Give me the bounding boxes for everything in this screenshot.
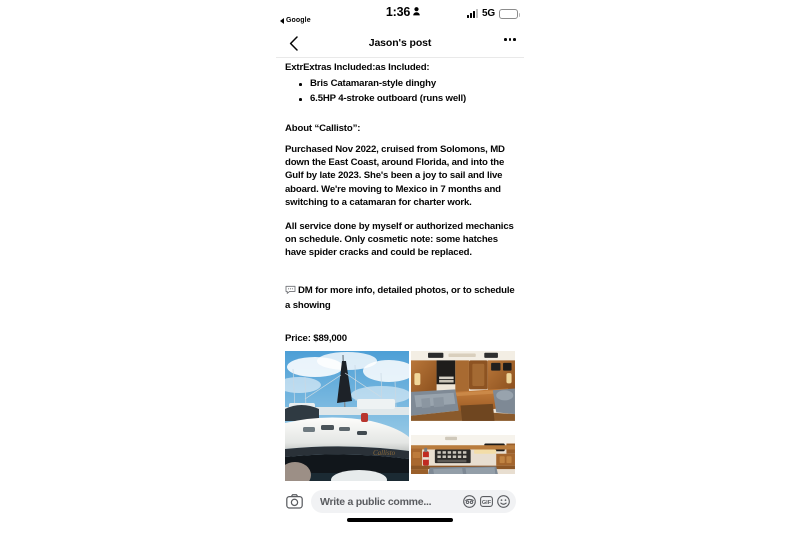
emoji-smiley-icon (497, 495, 510, 508)
return-app-label: Google (286, 17, 311, 24)
list-item: Bris Catamaran-style dinghy (310, 76, 515, 92)
gif-icon (480, 495, 493, 508)
page-title: Jason's post (368, 37, 432, 49)
dm-call-to-action (285, 284, 515, 312)
about-heading: About “Callisto”: (285, 122, 361, 134)
clock-label: 1:36 (385, 5, 411, 19)
speech-balloon-emoji (285, 285, 296, 299)
composer-icons (463, 495, 510, 508)
boat-salon-interior-photo[interactable] (411, 351, 515, 433)
extras-list (285, 76, 515, 107)
sticker-button[interactable] (463, 495, 476, 508)
boat-nav-station-photo[interactable] (411, 435, 515, 481)
comment-input[interactable] (311, 490, 516, 513)
cellular-signal-icon (467, 9, 478, 18)
about-paragraph: Purchased Nov 2022, cruised from Solomons, MD down the East Coast, around Florida, and into the Gulf by late 2023. She's been a joy to sail and live aboard. We're moving to Mexico in 7 months and switching to a catamaran for charter work. (285, 144, 505, 208)
post-body (276, 61, 524, 481)
home-indicator (347, 518, 453, 522)
emoji-button[interactable] (497, 495, 510, 508)
comment-placeholder: Write a public comme... (320, 495, 432, 508)
battery-icon (499, 9, 518, 19)
camera-icon (286, 494, 303, 509)
overflow-menu-icon[interactable] (504, 38, 516, 41)
photo-grid (285, 351, 515, 481)
gif-button[interactable] (480, 495, 493, 508)
phone-viewport (276, 0, 524, 534)
svg-text:GIF: GIF (481, 500, 492, 507)
comment-composer (276, 482, 524, 534)
sailboat-exterior-at-dock-photo[interactable] (285, 351, 409, 481)
sticker-icon (463, 495, 476, 508)
svg-text:Callisto: Callisto (373, 448, 396, 457)
service-paragraph: All service done by myself or authorized mechanics on schedule. Only cosmetic note: some hatches have spider cracks and could be replaced. (285, 220, 514, 259)
price-label: Price: $89,000 (285, 332, 347, 344)
location-arrow-icon (413, 5, 420, 19)
status-indicators (467, 8, 518, 19)
photo-right-column (411, 351, 515, 481)
dm-text: DM for more info, detailed photos, or to schedule a showing (285, 284, 515, 311)
extras-heading: ExtrExtras Included:as Included: (285, 62, 430, 73)
network-type-label: 5G (482, 8, 495, 19)
post-scroll-area[interactable] (276, 58, 524, 482)
status-bar (276, 0, 524, 30)
list-item: 6.5HP 4-stroke outboard (runs well) (310, 91, 515, 107)
camera-button[interactable] (284, 491, 305, 512)
navigation-bar (276, 30, 524, 58)
